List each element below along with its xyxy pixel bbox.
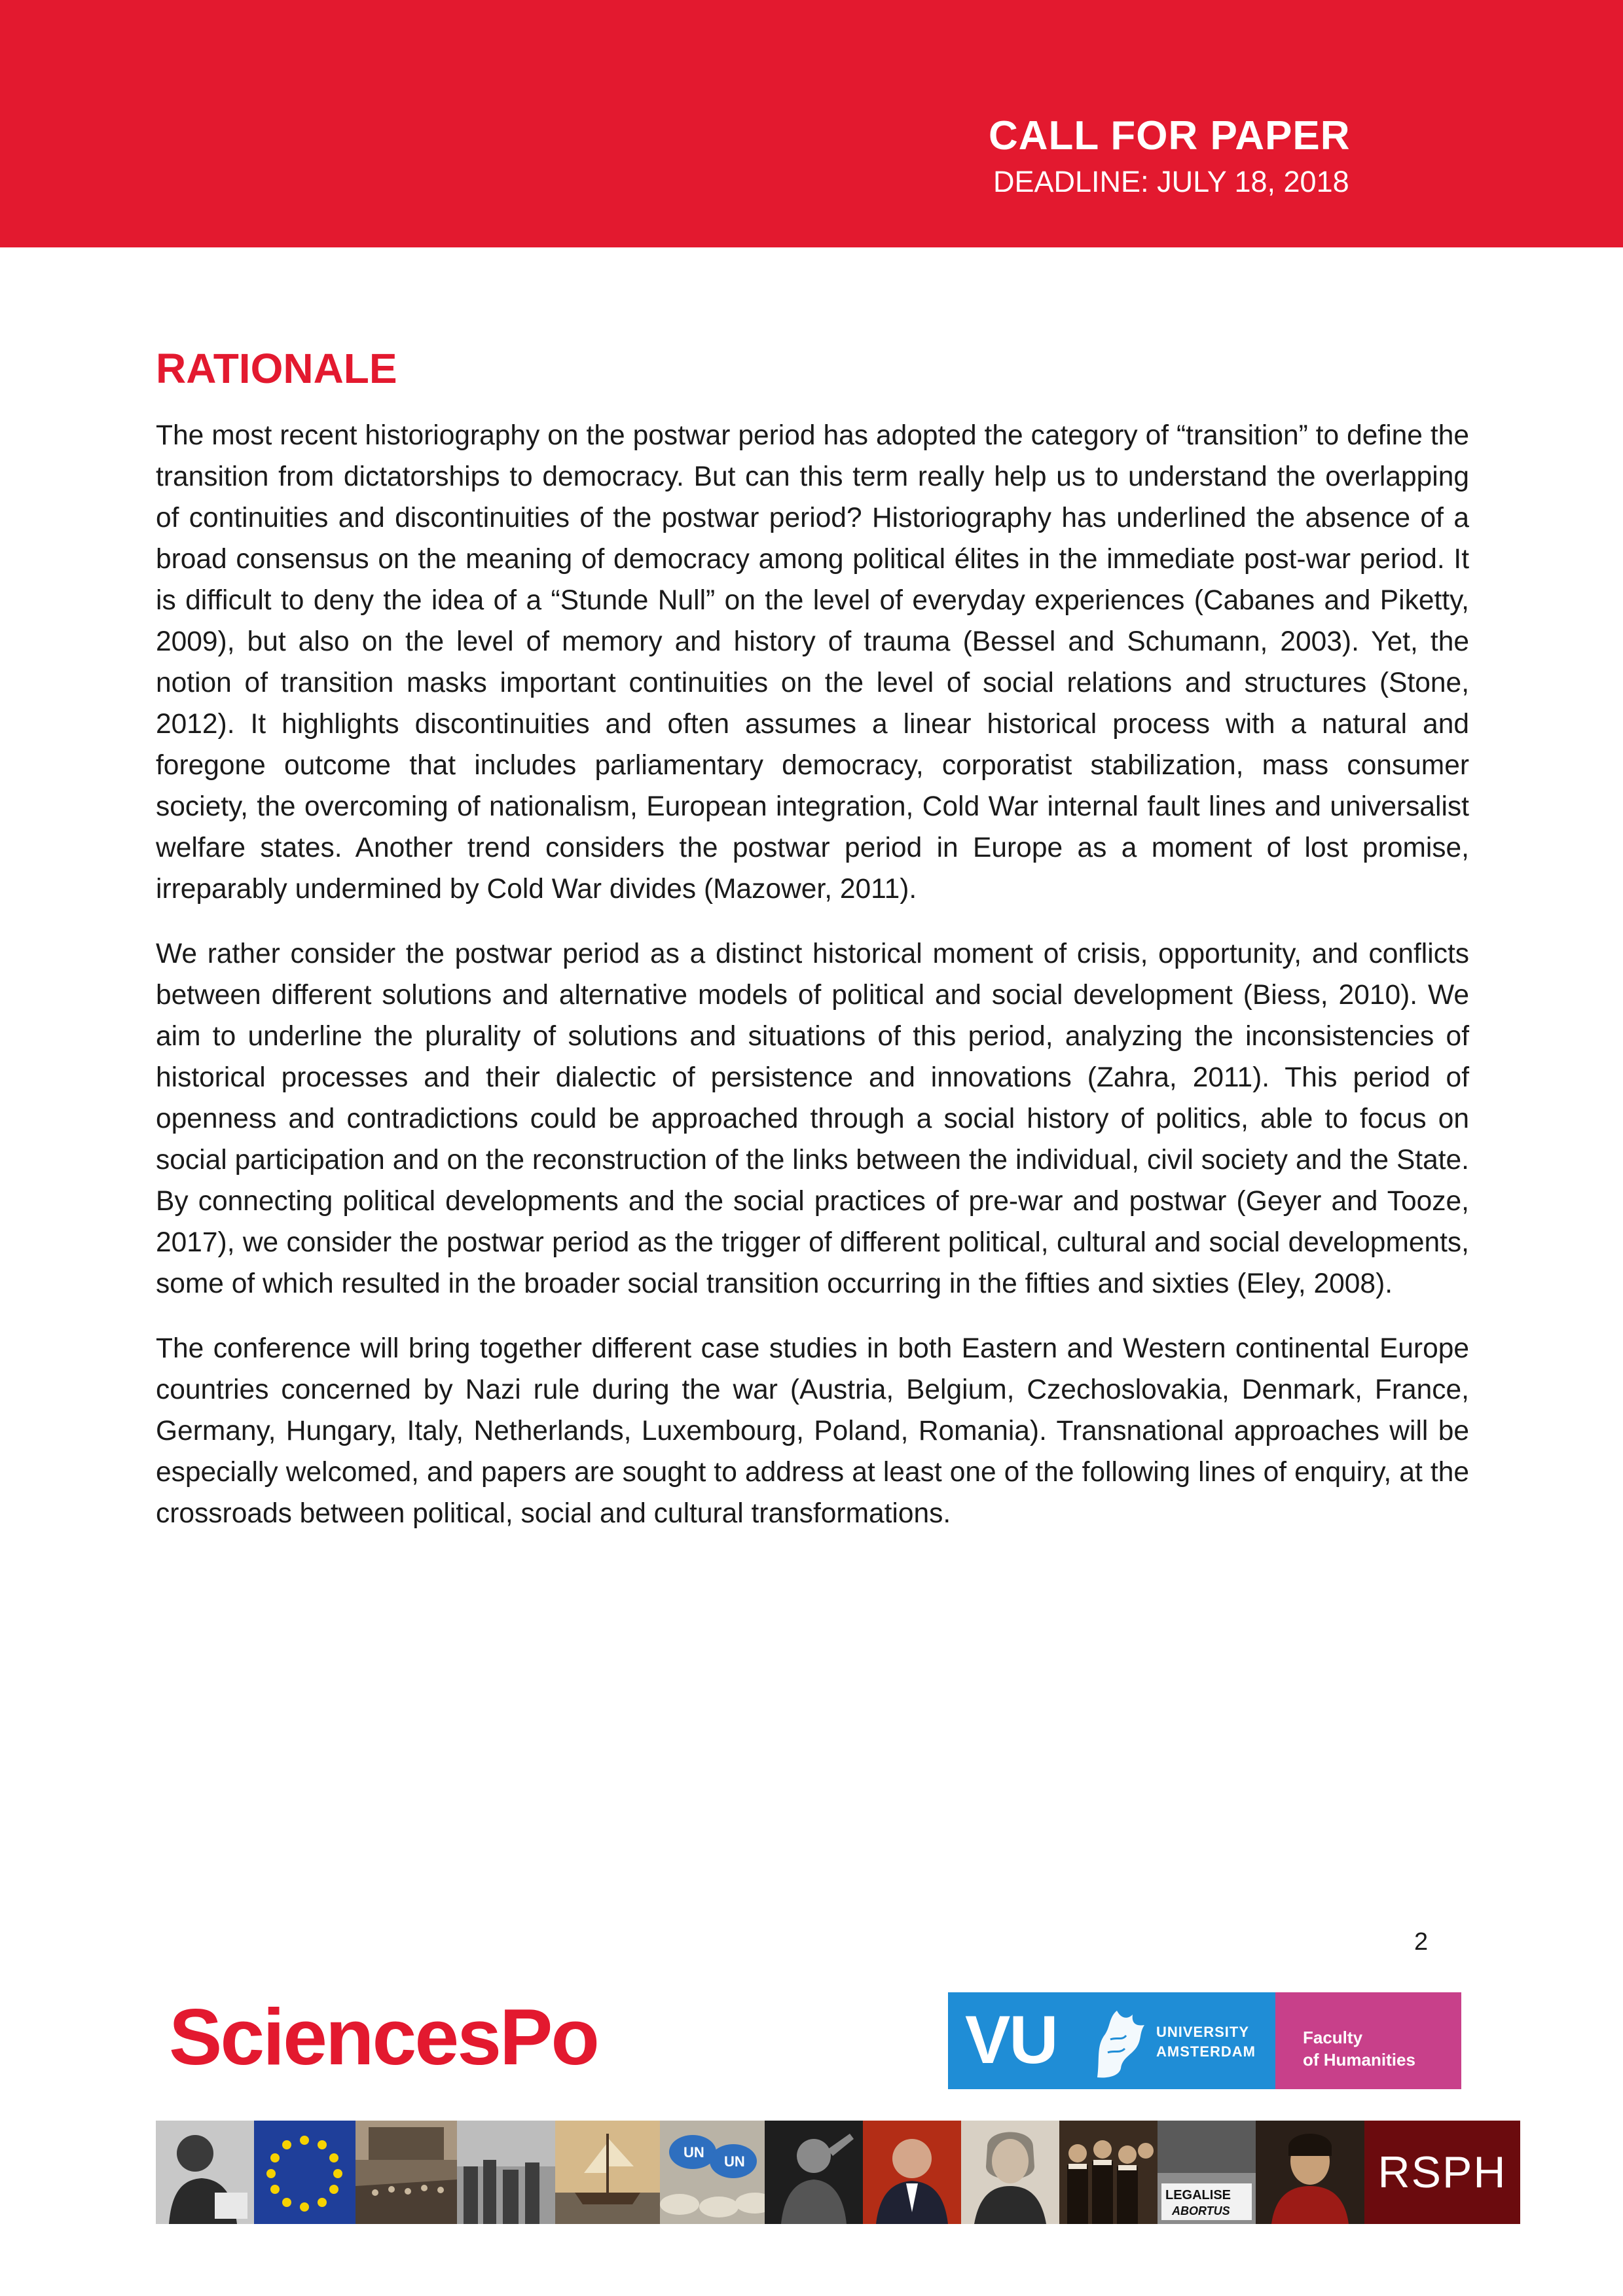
rsph-label: RSPH [1377, 2147, 1507, 2197]
sciencespo-logo [169, 1987, 666, 2085]
paragraph: The conference will bring together different case studies in both Eastern and Western continental Europe countries concerned by Nazi rule during the war (Austria, Belgium, Czechoslovakia, Denmark, France, Germany, Hungary, Italy, Netherlands, Luxembourg, Poland, Romania). Transnational approaches will be especially welcomed, and papers are sought to address at least one of the following lines of enquiry, at the crossroads between political, social and cultural transformations. [156, 1333, 1469, 1529]
eu-flag-tile [254, 2121, 356, 2224]
group-painting-tile [1059, 2121, 1158, 2224]
vu-name-line2: AMSTERDAM [1156, 2043, 1256, 2060]
paragraph: The most recent historiography on the postwar period has adopted the category of “transition” to define the transition from dictatorships to democracy. But can this term really help us to understand the overlapping of continuities and discontinuities of the postwar period? Historiography has underlined the absence of a broad consensus on the meaning of democracy among political élites in the immediate post-war period. It is difficult to deny the idea of a “Stunde Null” on the level of everyday experiences (Cabanes and Piketty, 2009), but also on the level of memory and history of trauma (Bessel and Schumann, 2003). Yet, the notion of transition masks important continuities on the level of social relations and structures (Stone, 2012). It highlights discontinuities and often assumes a linear historical process with a natural and foregone outcome that includes parliamentary democracy, corporatist stabilization, mass consumer society, the overcoming of nationalism, European integration, Cold War internal fault lines and universalist welfare states. Another trend considers the postwar period in Europe as a moment of lost promise, irreparably undermined by Cold War divides (Mazower, 2011). [156, 420, 1469, 905]
protest-sign-tile [1158, 2121, 1256, 2224]
politician-photo-tile [863, 2121, 961, 2224]
faculty-line1: Faculty [1303, 2028, 1363, 2047]
header-title: CALL FOR PAPER [989, 113, 1351, 158]
deadline-text: DEADLINE: JULY 18, 2018 [993, 165, 1349, 198]
header-band [0, 0, 1623, 247]
rsph-box [1364, 2121, 1520, 2224]
salute-photo-tile [765, 2121, 863, 2224]
body-text [156, 415, 1469, 1558]
parliament-photo-tile [356, 2121, 457, 2224]
griffin-icon [1091, 2000, 1150, 2081]
crowd-photo-tile [457, 2121, 555, 2224]
faculty-line2: of Humanities [1303, 2050, 1415, 2070]
svg-text:LEGALISE: LEGALISE [1165, 2188, 1231, 2202]
svg-text:UN: UN [724, 2153, 745, 2170]
un-sandbags-tile [660, 2121, 765, 2224]
svg-text:UN: UN [684, 2144, 704, 2161]
vu-amsterdam-logo [948, 1992, 1275, 2089]
svg-text:SciencesPo: SciencesPo [169, 1992, 598, 2081]
photo-portrait-tile [156, 2121, 254, 2224]
paragraph: We rather consider the postwar period as a distinct historical moment of crisis, opportunity, and conflicts between different solutions and alternative models of political and social development (Biess, 2010). We aim to underline the plurality of solutions and situations of this period, analyzing the inconsistencies of historical processes and their dialectic of persistence and innovations (Zahra, 2011). This period of openness and contradictions could be approached through a social history of politics, able to focus on social participation and on the reconstruction of the links between the individual, civil society and the State. By connecting political developments and the social practices of pre-war and postwar (Geyer and Tooze, 2017), we consider the postwar period as the trigger of different political, cultural and social developments, some of which resulted in the broader social transition occurring in the fifties and sixties (Eley, 2008). [156, 939, 1469, 1299]
section-title: RATIONALE [156, 345, 397, 392]
ship-painting-tile [555, 2121, 660, 2224]
vu-letters: VU [965, 2002, 1057, 2078]
faculty-box [1275, 1992, 1461, 2089]
faculty-text [1303, 2026, 1415, 2071]
vu-name [1156, 2022, 1256, 2062]
photo-strip [156, 2121, 1507, 2224]
machiavelli-portrait-tile [1256, 2121, 1364, 2224]
historical-portrait-tile [961, 2121, 1059, 2224]
vu-name-line1: UNIVERSITY [1156, 2024, 1250, 2040]
page-number: 2 [1414, 1928, 1429, 1956]
svg-text:ABORTUS: ABORTUS [1172, 2204, 1230, 2217]
